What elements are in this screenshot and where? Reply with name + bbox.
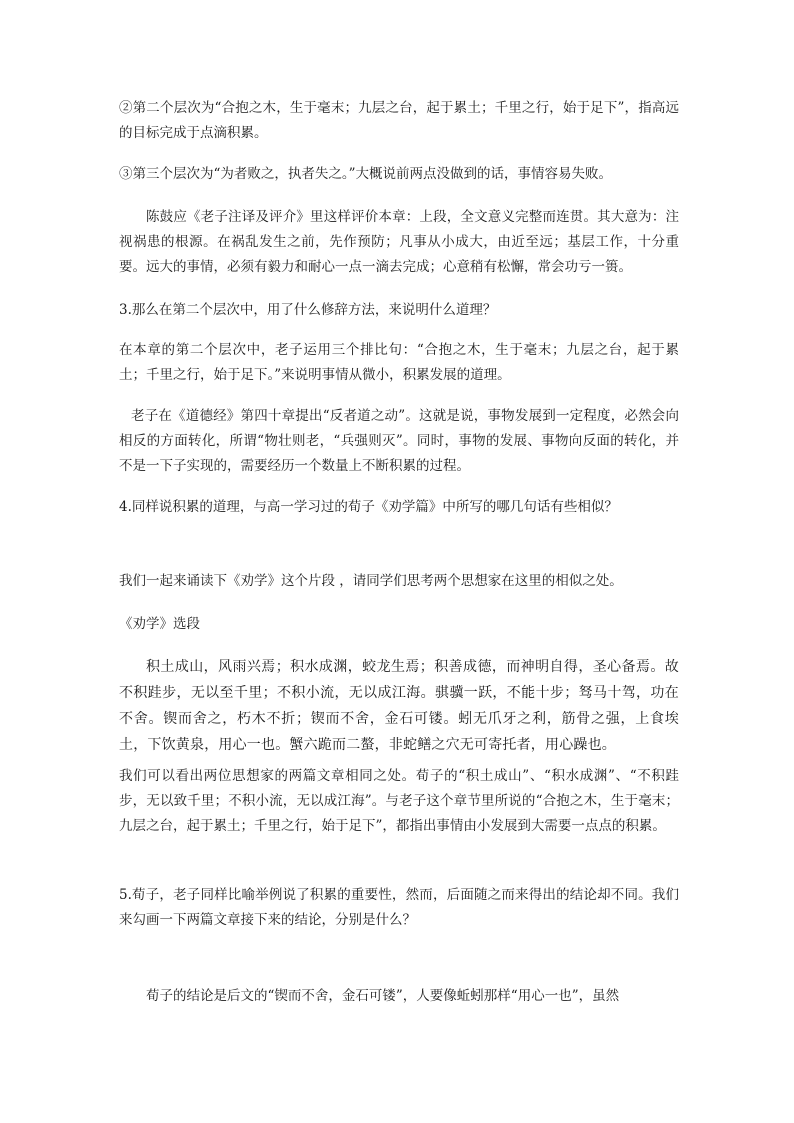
paragraph-dao-de-jing: 老子在《道德经》第四十章提出“反者道之动”。这就是说，事物发展到一定程度，必然会向相反的方面转化，所谓“物壮则老，“兵强则灭”。同时，事物的发展、事物向反面的转化，并不是一下子实现的，需要经历一个数量上不断积累的过程。	[119, 408, 679, 474]
paragraph-chen-guying-comment: 陈鼓应《老子注译及评介》里这样评价本章：上段，全文意义完整而连贯。其大意为：注视祸患的根源。在祸乱发生之前，先作预防；凡事从小成大，由近至远；基层工作，十分重要。远大的事情，必须有毅力和耐心一点一滴去完成；心意稍有松懈，常会功亏一篑。	[119, 209, 679, 275]
paragraph-recite-instruction: 我们一起来诵读下《劝学》这个片段 ，请同学们思考两个思想家在这里的相似之处。	[119, 573, 623, 589]
paragraph-comparison: 我们可以看出两位思想家的两篇文章相同之处。荀子的“积土成山”、“积水成渊”、“不积跬步，无以致千里；不积小流，无以成江海”。与老子这个章节里所说的“合抱之木，生于毫末；九层之台，起于累土；千里之行，始于足下”，都指出事情由小发展到大需要一点点的积累。	[119, 768, 679, 834]
question-5: 5.荀子，老子同样比喻举例说了积累的重要性，然而，后面随之而来得出的结论却不同。我们来勾画一下两篇文章接下来的结论，分别是什么？	[119, 887, 679, 928]
quanxue-excerpt: 积土成山，风雨兴焉；积水成渊，蛟龙生焉；积善成德，而神明自得，圣心备焉。故不积跬步，无以至千里；不积小流，无以成江海。骐骥一跃，不能十步；驽马十驾，功在不舍。锲而舍之，朽木不折；锲而不舍，金石可镂。蚓无爪牙之利，筋骨之强，上食埃土，下饮黄泉，用心一也。蟹六跪而二螯，非蛇鳝之穴无可寄托者，用心躁也。	[119, 659, 679, 753]
paragraph-level-two: ②第二个层次为“合抱之木，生于毫末；九层之台，起于累土；千里之行，始于足下”，指高远的目标完成于点滴积累。	[119, 100, 679, 141]
answer-5-start: 荀子的结论是后文的“锲而不舍，金石可镂”，人要像蚯蚓那样“用心一也”，虽然	[146, 988, 620, 1004]
answer-3: 在本章的第二个层次中，老子运用三个排比句：“合抱之木，生于毫末；九层之台，起于累土；千里之行，始于足下。”来说明事情从微小，积累发展的道理。	[119, 342, 679, 383]
question-3: 3.那么在第二个层次中，用了什么修辞方法，来说明什么道理？	[119, 302, 497, 318]
excerpt-heading: 《劝学》选段	[119, 616, 200, 632]
paragraph-level-three: ③第三个层次为“为者败之，执者失之。”大概说前两点没做到的话，事情容易失败。	[119, 166, 613, 182]
question-4: 4.同样说积累的道理，与高一学习过的荀子《劝学篇》中所写的哪几句话有些相似？	[119, 499, 618, 515]
